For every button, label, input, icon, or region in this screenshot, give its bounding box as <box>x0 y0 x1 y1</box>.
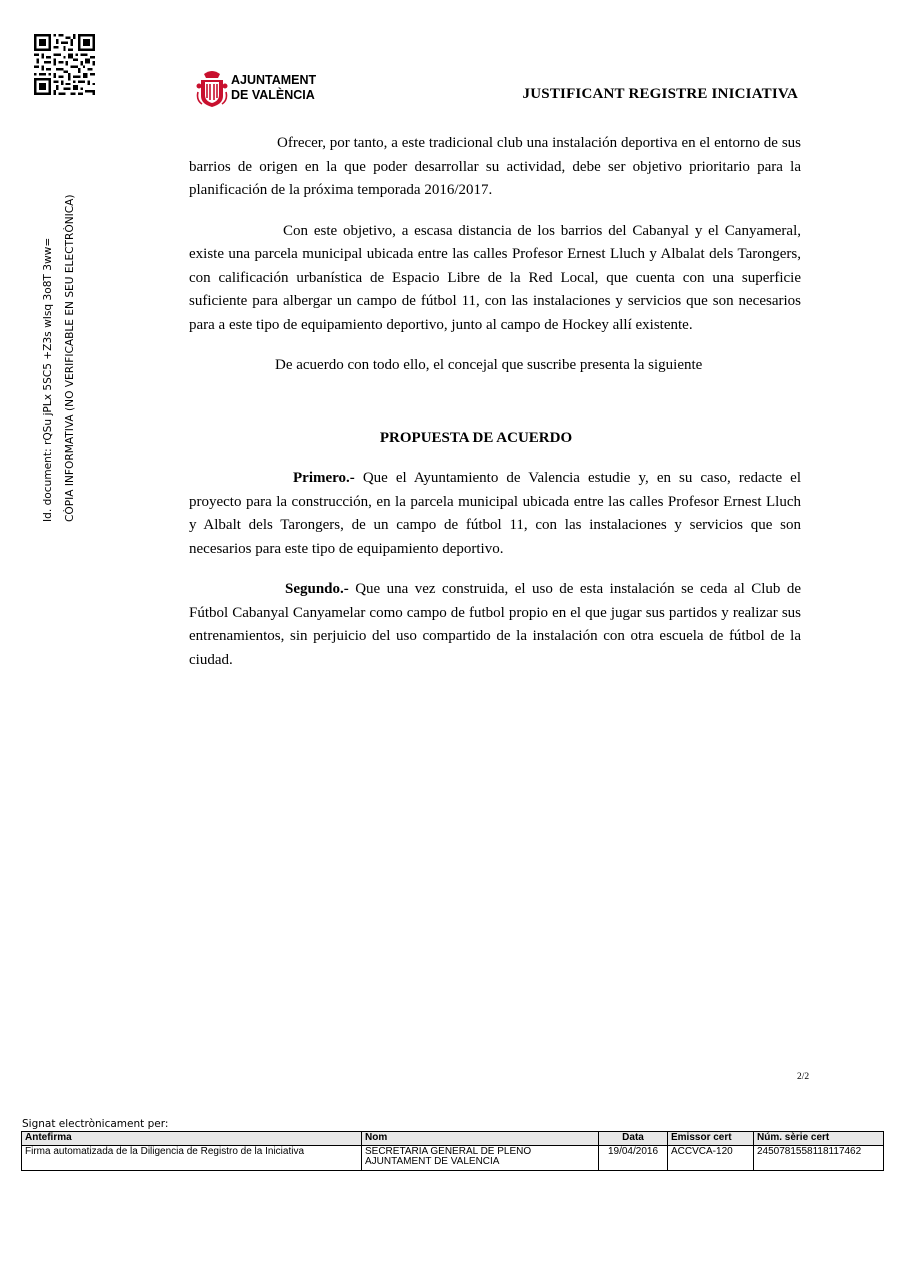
logo-line-2: DE VALÈNCIA <box>231 88 315 102</box>
page-number: 2/2 <box>797 1072 810 1082</box>
header-antefirma: Antefirma <box>22 1132 362 1146</box>
header-data: Data <box>599 1132 668 1146</box>
first-text: Que el Ayuntamiento de Valencia estudie y, en su caso, redacte el proyecto para la construcción, en la parcela municipal ubicada entre las calles Profesor Ernest Lluch y Albalt dels Tarongers, de un campo de fútbol 11, con las instalaciones y servicios que son necesarios para este tipo de equipamiento deportivo. <box>189 470 801 557</box>
side-margin-text <box>37 194 81 522</box>
first-label: Primero.- <box>293 470 355 486</box>
first-agreement <box>189 467 801 561</box>
signature-table <box>21 1131 884 1171</box>
document-id: Id. document: rQSu jPLx 5SC5 +Z3s wIsq 3o8T 3ww= <box>42 237 54 522</box>
document-body <box>189 132 801 689</box>
header-nom: Nom <box>362 1132 599 1146</box>
paragraph-1: Ofrecer, por tanto, a este tradicional club una instalación deportiva en el entorno de sus barrios de origen en la que poder desarrollar su actividad, debe ser objetivo prioritario para la planificación de la próxima temporada 2016/2017. <box>189 135 801 198</box>
cell-nom <box>362 1146 599 1171</box>
nom-line-2: AJUNTAMENT DE VALENCIA <box>365 1156 500 1167</box>
city-crest-icon <box>196 70 228 108</box>
logo-line-1: AJUNTAMENT <box>231 73 317 87</box>
nom-line-1: SECRETARIA GENERAL DE PLENO <box>365 1146 532 1157</box>
copy-notice: CÒPIA INFORMATIVA (NO VERIFICABLE EN SEU ELECTRÒNICA) <box>64 194 76 522</box>
second-label: Segundo.- <box>285 581 349 597</box>
qr-code <box>34 34 95 95</box>
ajuntament-logo <box>196 70 326 108</box>
signature-caption: Signat electrònicament per: <box>22 1118 169 1130</box>
cell-antefirma: Firma automatizada de la Diligencia de Registro de la Iniciativa <box>22 1146 362 1171</box>
proposal-title: PROPUESTA DE ACUERDO <box>379 429 573 446</box>
signature-header-row <box>22 1132 884 1146</box>
second-text: Que una vez construida, el uso de esta instalación se ceda al Club de Fútbol Cabanyal Canyamelar como campo de futbol propio en el que jugar sus partidos y realizar sus entrenamientos, sin perjuicio del uso compartido de la instalación con otra escuela de fútbol de la ciudad. <box>189 581 801 668</box>
paragraph-3: De acuerdo con todo ello, el concejal que suscribe presenta la siguiente <box>275 357 703 373</box>
second-agreement <box>189 578 801 672</box>
table-row <box>22 1146 884 1171</box>
cell-emissor: ACCVCA-120 <box>668 1146 754 1171</box>
cell-data: 19/04/2016 <box>599 1146 668 1171</box>
cell-serie: 2450781558118117462 <box>754 1146 884 1171</box>
paragraph-2: Con este objetivo, a escasa distancia de los barrios del Cabanyal y el Canyameral, existe una parcela municipal ubicada entre las calles Profesor Ernest Lluch y Albalat dels Tarongers, con calificación urbanística de Espacio Libre de la Red Local, que cuenta con una superficie suficiente para albergar un campo de fútbol 11, con las instalaciones y servicios que son necesarios para a este tipo de equipamiento deportivo, junto al campo de Hockey allí existente. <box>189 222 801 333</box>
header-emissor: Emissor cert <box>668 1132 754 1146</box>
header-serie: Núm. sèrie cert <box>754 1132 884 1146</box>
document-title: JUSTIFICANT REGISTRE INICIATIVA <box>522 86 798 102</box>
